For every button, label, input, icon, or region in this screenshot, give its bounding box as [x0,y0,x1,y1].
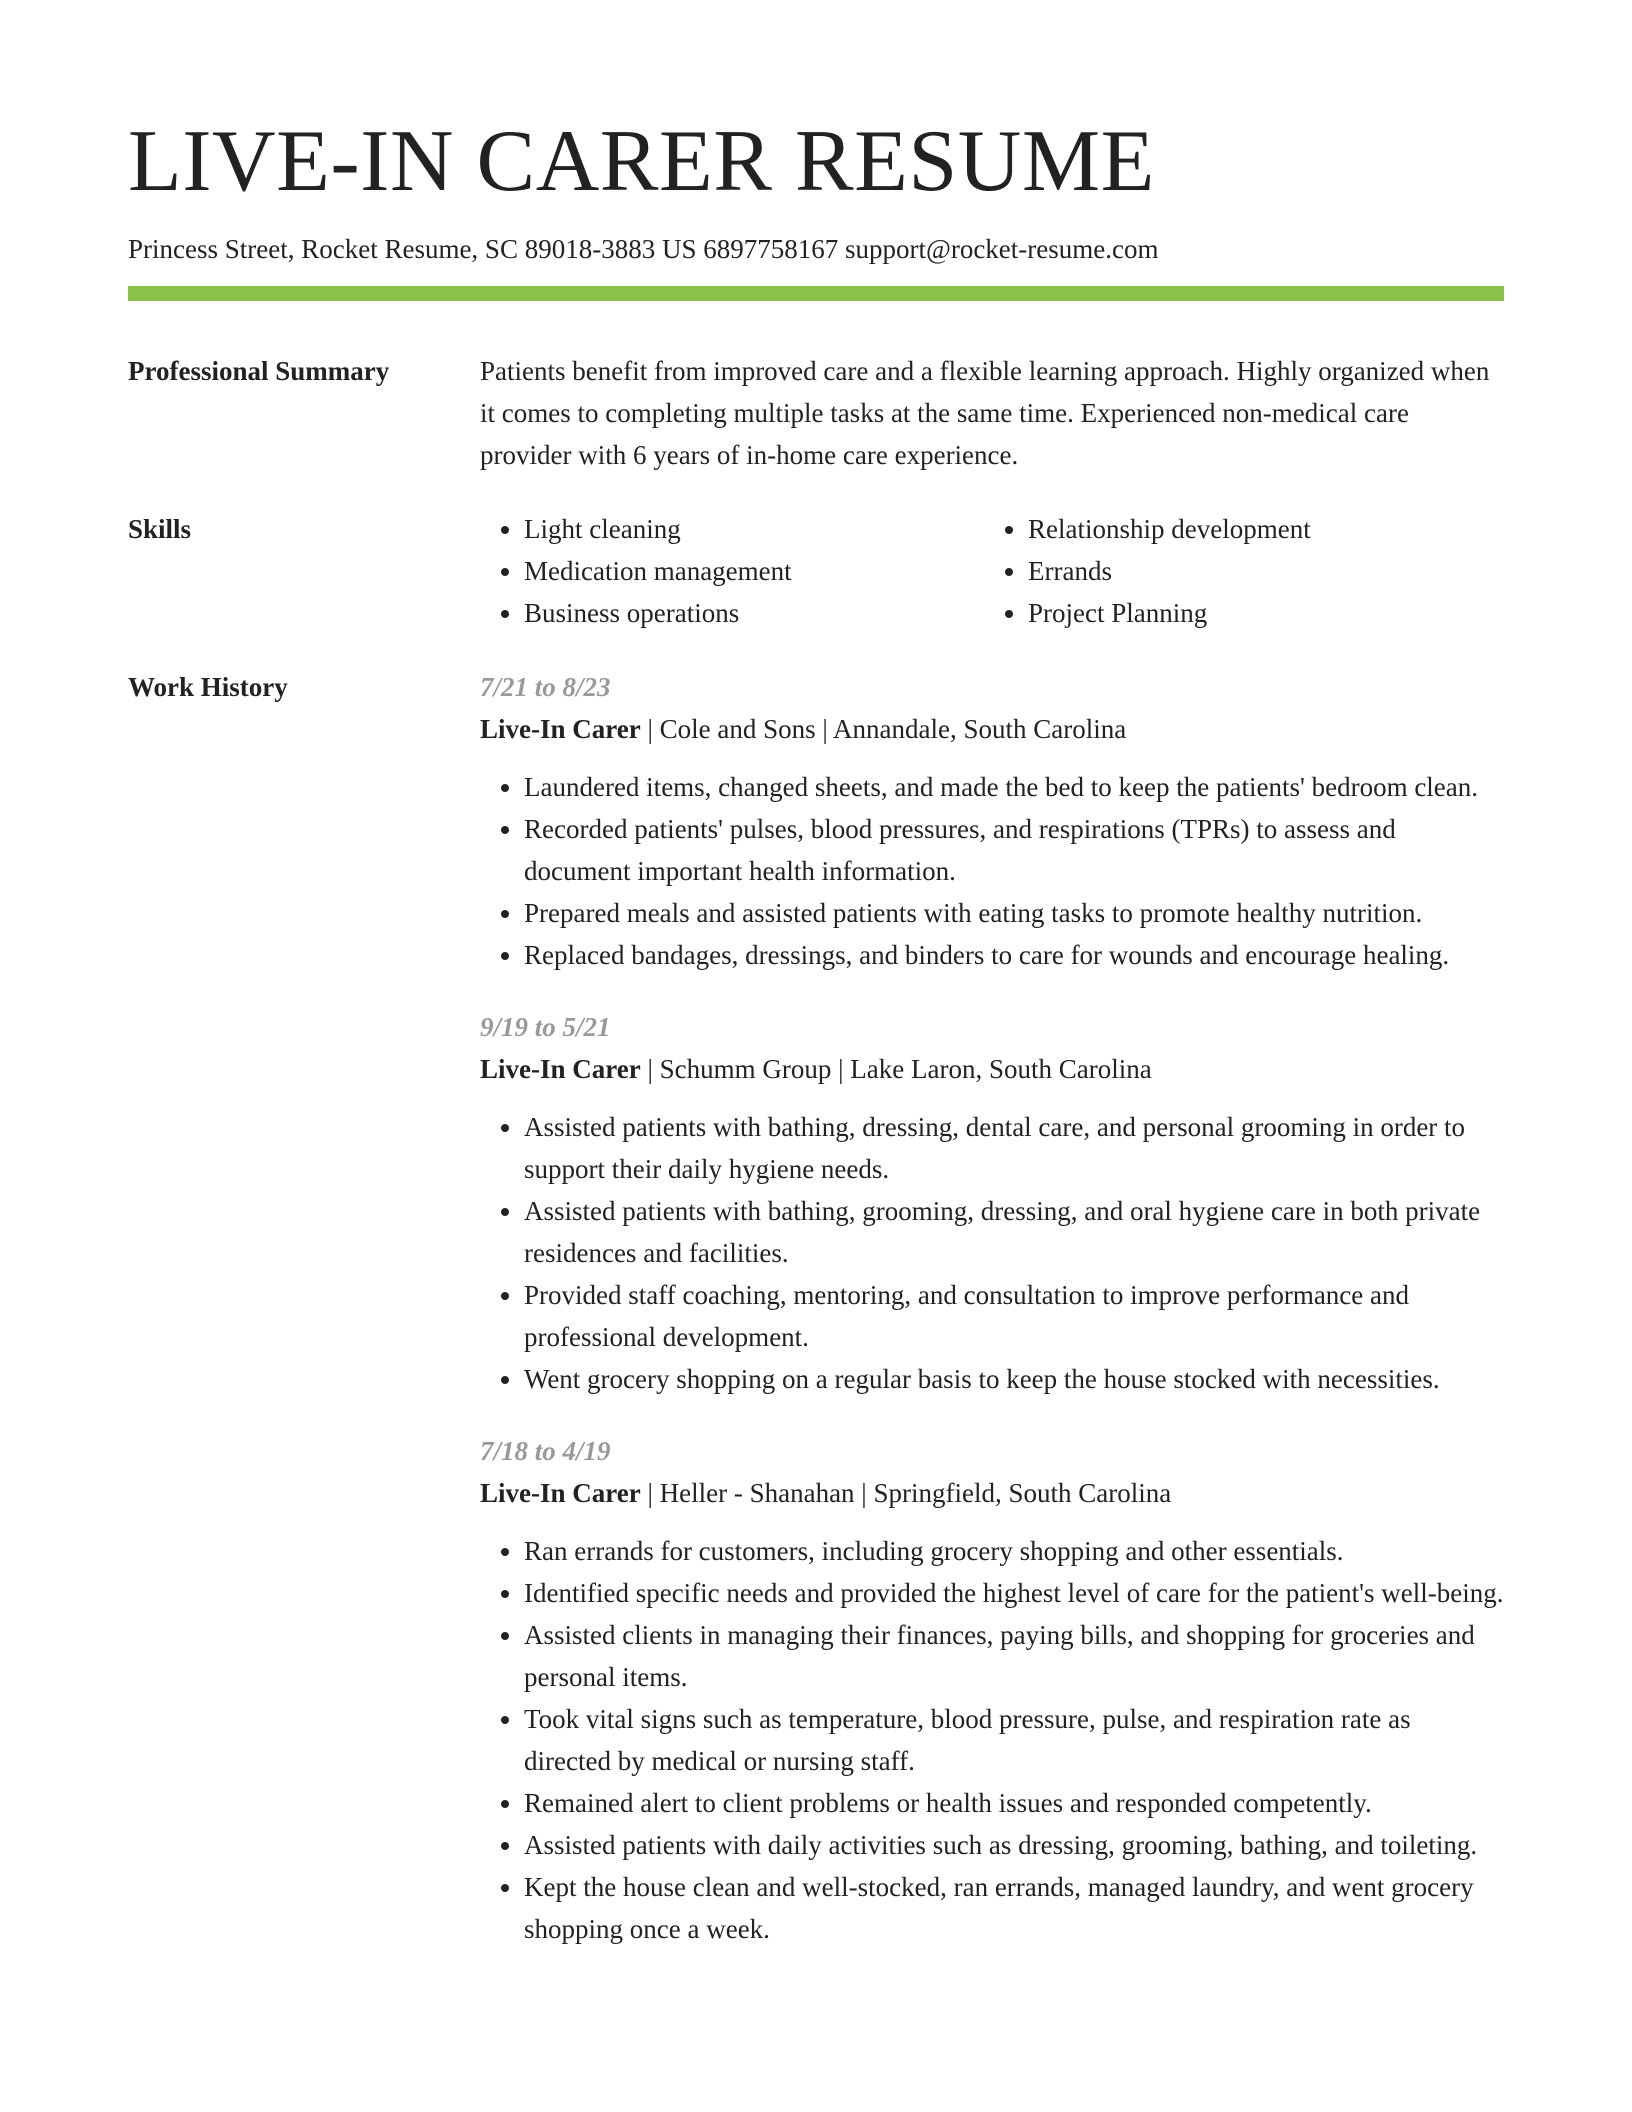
job-heading [480,1472,1504,1514]
job-bullet: • Took vital signs such as temperature, blood pressure, pulse, and respiration rate as directed by medical or nursing staff. [524,1698,1504,1782]
header-divider [128,286,1504,301]
skills-label: Skills [128,514,192,544]
job-title: Live-In Carer [480,1054,641,1084]
job-bullet: • Identified specific needs and provided the highest level of care for the patient's well-being. [524,1572,1504,1614]
summary-label: Professional Summary [128,356,390,386]
job-bullet: • Recorded patients' pulses, blood pressures, and respirations (TPRs) to assess and document important health information. [524,808,1504,892]
job-heading [480,708,1504,750]
job-heading [480,1048,1504,1090]
job-bullet: • Assisted patients with bathing, grooming, dressing, and oral hygiene care in both private residences and facilities. [524,1190,1504,1274]
job-bullets [480,1530,1504,1950]
job-bullet: • Assisted patients with daily activities such as dressing, grooming, bathing, and toileting. [524,1824,1504,1866]
skill-item: • Medication management [524,550,984,592]
skill-item: • Business operations [524,592,984,634]
skills-content [480,508,1504,634]
job-date: 7/18 to 4/19 [480,1436,611,1466]
job-details: | Schumm Group | Lake Laron, South Carolina [640,1054,1152,1084]
job-entry [480,666,1504,976]
job-entry [480,1430,1504,1950]
job-date: 7/21 to 8/23 [480,672,611,702]
skill-item: • Relationship development [1028,508,1488,550]
job-bullet: • Assisted clients in managing their finances, paying bills, and shopping for groceries and personal items. [524,1614,1504,1698]
resume-title: LIVE-IN CARER RESUME [128,113,1155,210]
job-entry [480,1006,1504,1400]
job-bullets [480,766,1504,976]
skills-column-1 [480,508,984,634]
job-bullets [480,1106,1504,1400]
skill-item: • Project Planning [1028,592,1488,634]
work-history-label: Work History [128,672,288,702]
job-bullet: • Ran errands for customers, including grocery shopping and other essentials. [524,1530,1504,1572]
job-bullet: • Assisted patients with bathing, dressing, dental care, and personal grooming in order to support their daily hygiene needs. [524,1106,1504,1190]
summary-content [480,350,1504,476]
job-details: | Heller - Shanahan | Springfield, South Carolina [640,1478,1172,1508]
skill-item: • Light cleaning [524,508,984,550]
skills-column-2 [984,508,1488,634]
summary-text: Patients benefit from improved care and a flexible learning approach. Highly organized when it comes to completing multiple tasks at the same time. Experienced non-medical care provider with 6 years of in-home care experience. [480,356,1490,470]
job-bullet: • Prepared meals and assisted patients with eating tasks to promote healthy nutrition. [524,892,1504,934]
job-bullet: • Provided staff coaching, mentoring, and consultation to improve performance and professional development. [524,1274,1504,1358]
job-title: Live-In Carer [480,1478,641,1508]
job-title: Live-In Carer [480,714,641,744]
job-bullet: • Laundered items, changed sheets, and made the bed to keep the patients' bedroom clean. [524,766,1504,808]
job-date: 9/19 to 5/21 [480,1012,611,1042]
job-bullet: • Went grocery shopping on a regular basis to keep the house stocked with necessities. [524,1358,1504,1400]
job-bullet: • Remained alert to client problems or health issues and responded competently. [524,1782,1504,1824]
skill-item: • Errands [1028,550,1488,592]
work-history-content [480,666,1504,1980]
job-bullet: • Replaced bandages, dressings, and binders to care for wounds and encourage healing. [524,934,1504,976]
job-details: | Cole and Sons | Annandale, South Carolina [640,714,1127,744]
contact-line: Princess Street, Rocket Resume, SC 89018-3883 US 6897758167 support@rocket-resume.com [128,234,1159,264]
job-bullet: • Kept the house clean and well-stocked, ran errands, managed laundry, and went grocery shopping once a week. [524,1866,1504,1950]
